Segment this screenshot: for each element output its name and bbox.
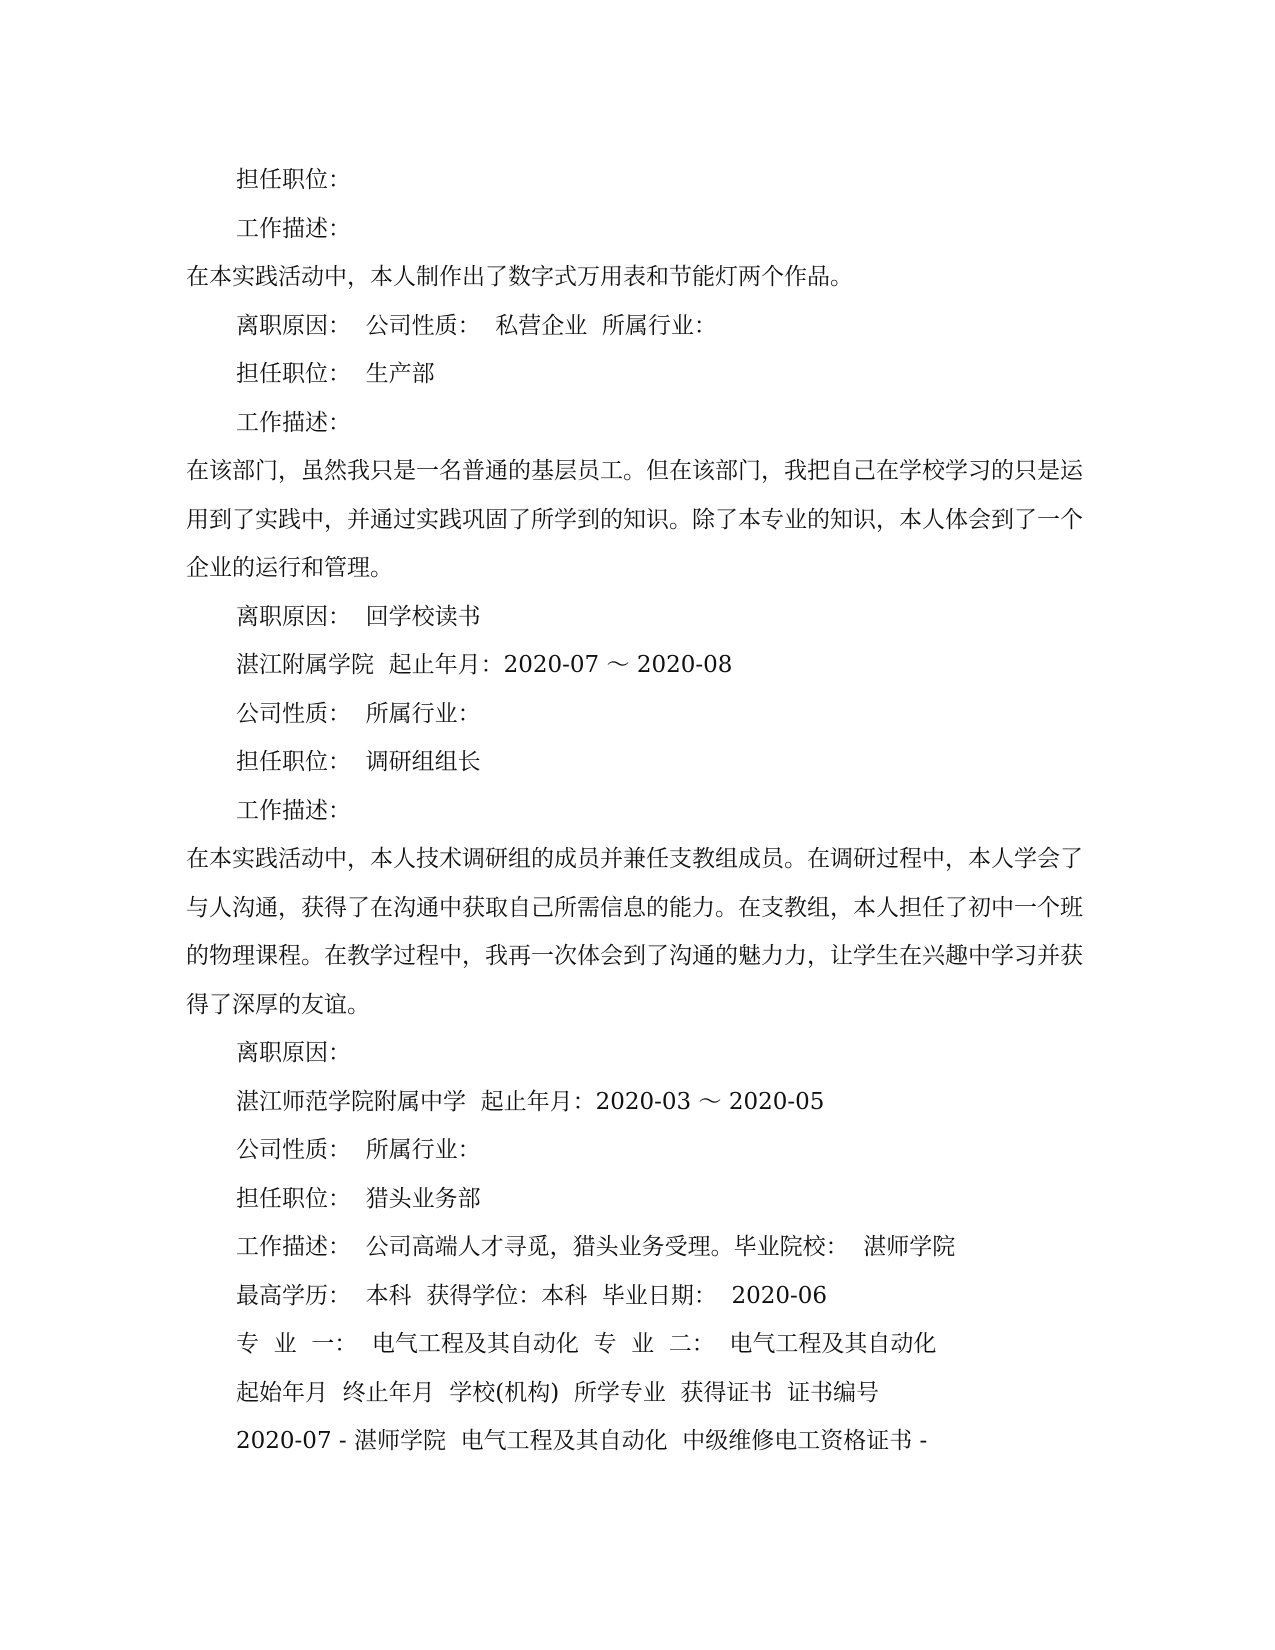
document-body <box>186 156 1086 1466</box>
text-line: 工作描述： <box>236 409 351 436</box>
text-paragraph: 在本实践活动中，本人技术调研组的成员并兼任支教组成员。在调研过程中，本人学会了与人沟通，获得了在沟通中获取自己所需信息的能力。在支教组，本人担任了初中一个班的物理课程。在教学过程中，我再一次体会到了沟通的魅力力，让学生在兴趣中学习并获得了深厚的友谊。 <box>186 846 1083 1018</box>
text-line: 离职原因： 公司性质： 私营企业 所属行业： <box>236 312 717 339</box>
text-line: 公司性质： 所属行业： <box>236 1137 481 1163</box>
text-line: 离职原因： 回学校读书 <box>236 603 481 630</box>
text-line: 工作描述： 公司高端人才寻觅，猎头业务受理。毕业院校： 湛师学院 <box>236 1234 956 1260</box>
text-line: 公司性质： 所属行业： <box>236 700 481 727</box>
text-paragraph: 在该部门，虽然我只是一名普通的基层员工。但在该部门，我把自己在学校学习的只是运用到了实践中，并通过实践巩固了所学到的知识。除了本专业的知识，本人体会到了一个企业的运行和管理。 <box>186 458 1083 581</box>
text-line: 工作描述： <box>236 215 351 242</box>
text-line: 专 业 一： 电气工程及其自动化 专 业 二： 电气工程及其自动化 <box>236 1331 937 1357</box>
text-line: 起始年月 终止年月 学校(机构) 所学专业 获得证书 证书编号 <box>236 1379 880 1406</box>
text-line: 担任职位： <box>236 167 351 193</box>
text-line: 担任职位： 猎头业务部 <box>236 1185 481 1212</box>
text-paragraph: 在本实践活动中，本人制作出了数字式万用表和节能灯两个作品。 <box>186 264 853 290</box>
text-line: 湛江师范学院附属中学 起止年月：2020-03 ～ 2020-05 <box>236 1088 825 1115</box>
text-line: 担任职位： 生产部 <box>236 361 435 387</box>
text-line: 湛江附属学院 起止年月：2020-07 ～ 2020-08 <box>236 652 733 678</box>
text-line: 2020-07 - 湛师学院 电气工程及其自动化 中级维修电工资格证书 - <box>236 1428 928 1454</box>
text-line: 工作描述： <box>236 797 351 824</box>
text-line: 最高学历： 本科 获得学位：本科 毕业日期： 2020-06 <box>236 1282 828 1309</box>
text-line: 担任职位： 调研组组长 <box>236 749 481 775</box>
text-line: 离职原因： <box>236 1040 351 1066</box>
